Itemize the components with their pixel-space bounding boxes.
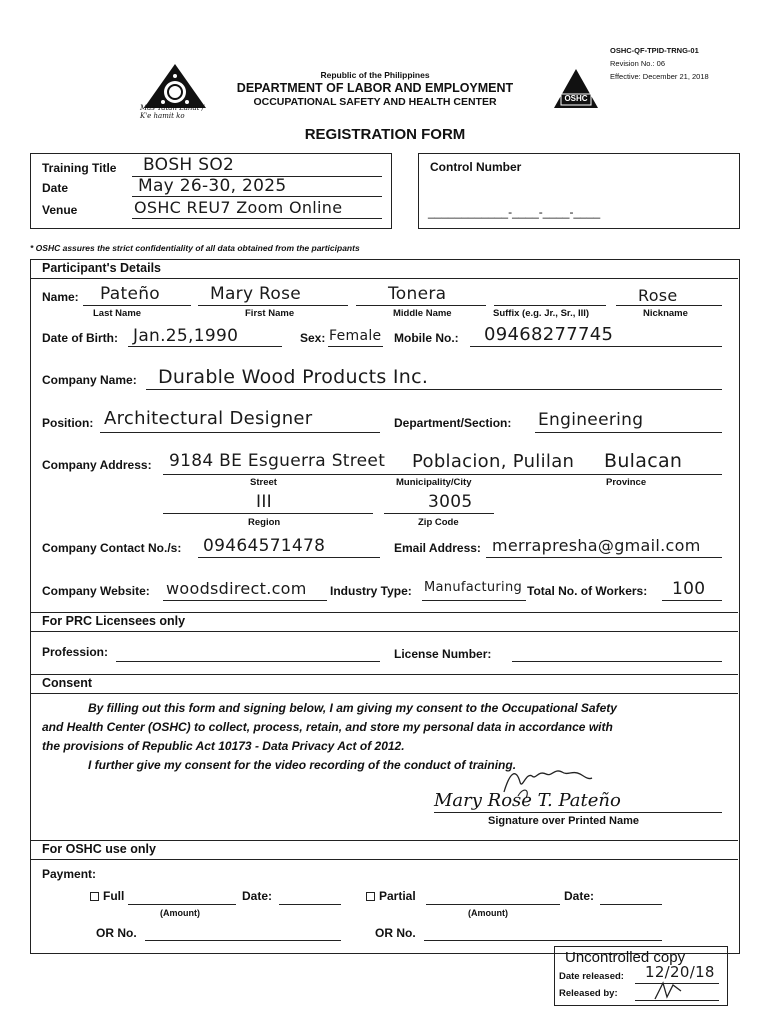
doc-effective: Effective: December 21, 2018	[610, 72, 709, 81]
company-address-label: Company Address:	[42, 458, 152, 472]
full-checkbox[interactable]	[90, 892, 99, 901]
province-value[interactable]: Bulacan	[604, 450, 683, 472]
full-label: Full	[103, 889, 125, 903]
first-name-caption: First Name	[245, 308, 295, 319]
or-no-label-1: OR No.	[96, 926, 137, 940]
full-amount-caption: (Amount)	[160, 908, 200, 918]
oshc-logo-text: OSHC	[564, 94, 588, 103]
middle-name-value[interactable]: Tonera	[388, 284, 447, 304]
training-title-value[interactable]: BOSH SO2	[143, 155, 235, 175]
training-date-value[interactable]: May 26-30, 2025	[138, 176, 287, 196]
department-label: Department/Section:	[394, 416, 512, 430]
last-name-caption: Last Name	[93, 308, 142, 319]
contact-label: Company Contact No./s:	[42, 541, 182, 555]
stamp-title: Uncontrolled copy	[565, 949, 686, 966]
last-name-value[interactable]: Pateño	[100, 284, 161, 304]
training-venue-value[interactable]: OSHC REU7 Zoom Online	[134, 198, 343, 217]
industry-label: Industry Type:	[330, 584, 412, 598]
mobile-value[interactable]: 09468277745	[484, 324, 614, 345]
partial-amount-caption: (Amount)	[468, 908, 508, 918]
consent-text-para2: I further give my consent for the video recording of the conduct of training.	[88, 758, 517, 772]
city-caption: Municipality/City	[396, 477, 472, 488]
zip-value[interactable]: 3005	[428, 492, 473, 512]
company-name-label: Company Name:	[42, 373, 137, 387]
stamp-initials-mark	[651, 979, 691, 1003]
name-label: Name:	[42, 290, 79, 304]
region-value[interactable]: III	[256, 492, 272, 512]
consent-section-header	[30, 674, 738, 694]
republic-text: Republic of the Philippines	[320, 70, 430, 80]
consent-text-line1: By filling out this form and signing below, I am giving my consent to the Occupational Safety	[88, 701, 617, 715]
license-field[interactable]	[512, 661, 722, 662]
partial-amount-field[interactable]	[426, 904, 560, 905]
nickname-value[interactable]: Rose	[638, 286, 678, 305]
full-amount-field[interactable]	[128, 904, 236, 905]
training-date-label: Date	[42, 181, 69, 195]
nickname-caption: Nickname	[643, 308, 688, 319]
middle-name-caption: Middle Name	[393, 308, 452, 319]
dob-value[interactable]: Jan.25,1990	[133, 326, 239, 346]
consent-section-title: Consent	[42, 676, 92, 690]
oshc-logo	[553, 68, 599, 110]
profession-field[interactable]	[116, 661, 380, 662]
city-value[interactable]: Poblacion, Pulilan	[412, 451, 575, 472]
company-name-value[interactable]: Durable Wood Products Inc.	[158, 366, 429, 388]
suffix-caption: Suffix (e.g. Jr., Sr., III)	[493, 308, 590, 319]
uncontrolled-stamp	[554, 946, 728, 1006]
full-date-label: Date:	[242, 889, 273, 903]
control-number-blank[interactable]: ____________-____-____-____	[428, 205, 601, 219]
oshc-section-header	[30, 840, 738, 860]
signature-caption: Signature over Printed Name	[488, 815, 639, 827]
training-title-label: Training Title	[42, 161, 117, 175]
consent-text-line3: the provisions of Republic Act 10173 - Data Privacy Act of 2012.	[42, 739, 405, 753]
zip-caption: Zip Code	[418, 517, 459, 528]
email-label: Email Address:	[394, 541, 481, 555]
control-number-label: Control Number	[430, 160, 522, 174]
partial-label: Partial	[379, 889, 416, 903]
dob-label: Date of Birth:	[42, 331, 118, 345]
doc-code: OSHC-QF-TPID-TRNG-01	[610, 46, 699, 55]
stamp-date-label: Date released:	[559, 971, 624, 982]
first-name-value[interactable]: Mary Rose	[210, 284, 302, 304]
prc-section-title: For PRC Licensees only	[42, 614, 186, 628]
or-no-field-1[interactable]	[145, 940, 341, 941]
website-value[interactable]: woodsdirect.com	[166, 579, 307, 598]
contact-value[interactable]: 09464571478	[203, 536, 326, 556]
province-caption: Province	[606, 477, 647, 488]
partial-date-field[interactable]	[600, 904, 662, 905]
participant-section-title: Participant's Details	[42, 261, 161, 275]
department-name: DEPARTMENT OF LABOR AND EMPLOYMENT	[236, 81, 514, 95]
full-date-field[interactable]	[279, 904, 341, 905]
license-label: License Number:	[394, 647, 492, 661]
payment-label: Payment:	[42, 867, 97, 881]
or-no-field-2[interactable]	[424, 940, 662, 941]
workers-label: Total No. of Workers:	[527, 584, 648, 598]
mobile-label: Mobile No.:	[394, 331, 459, 345]
partial-checkbox[interactable]	[366, 892, 375, 901]
confidentiality-note: * OSHC assures the strict confidentiality of all data obtained from the participants	[30, 243, 360, 253]
partial-option[interactable]	[366, 889, 416, 903]
participant-section-header	[30, 259, 738, 279]
sex-label: Sex:	[300, 331, 326, 345]
form-title: REGISTRATION FORM	[304, 126, 466, 143]
full-option[interactable]	[90, 889, 124, 903]
street-value[interactable]: 9184 BE Esguerra Street	[169, 451, 386, 471]
center-name: OCCUPATIONAL SAFETY AND HEALTH CENTER	[253, 96, 497, 108]
dole-motto: Mas Tatan Lahat / K'e hamit ko	[140, 104, 205, 120]
printed-name[interactable]: Mary Rose T. Pateño	[434, 790, 621, 811]
training-venue-label: Venue	[42, 203, 78, 217]
profession-label: Profession:	[42, 645, 109, 659]
email-value[interactable]: merrapresha@gmail.com	[492, 536, 701, 555]
industry-value[interactable]: Manufacturing	[424, 580, 523, 595]
partial-date-label: Date:	[564, 889, 595, 903]
prc-section-header	[30, 612, 738, 632]
workers-value[interactable]: 100	[672, 579, 706, 599]
region-caption: Region	[248, 517, 281, 528]
stamp-released-label: Released by:	[559, 988, 618, 999]
stamp-date-value: 12/20/18	[645, 963, 715, 981]
position-label: Position:	[42, 416, 94, 430]
oshc-section-title: For OSHC use only	[42, 842, 156, 856]
or-no-label-2: OR No.	[375, 926, 416, 940]
doc-revision: Revision No.: 06	[610, 59, 666, 68]
position-value[interactable]: Architectural Designer	[104, 408, 313, 429]
website-label: Company Website:	[42, 584, 150, 598]
street-caption: Street	[250, 477, 277, 488]
consent-text-line2: and Health Center (OSHC) to collect, process, retain, and store my personal data in accordance with	[42, 720, 613, 734]
sex-value[interactable]: Female	[329, 328, 382, 344]
department-value[interactable]: Engineering	[538, 410, 644, 430]
